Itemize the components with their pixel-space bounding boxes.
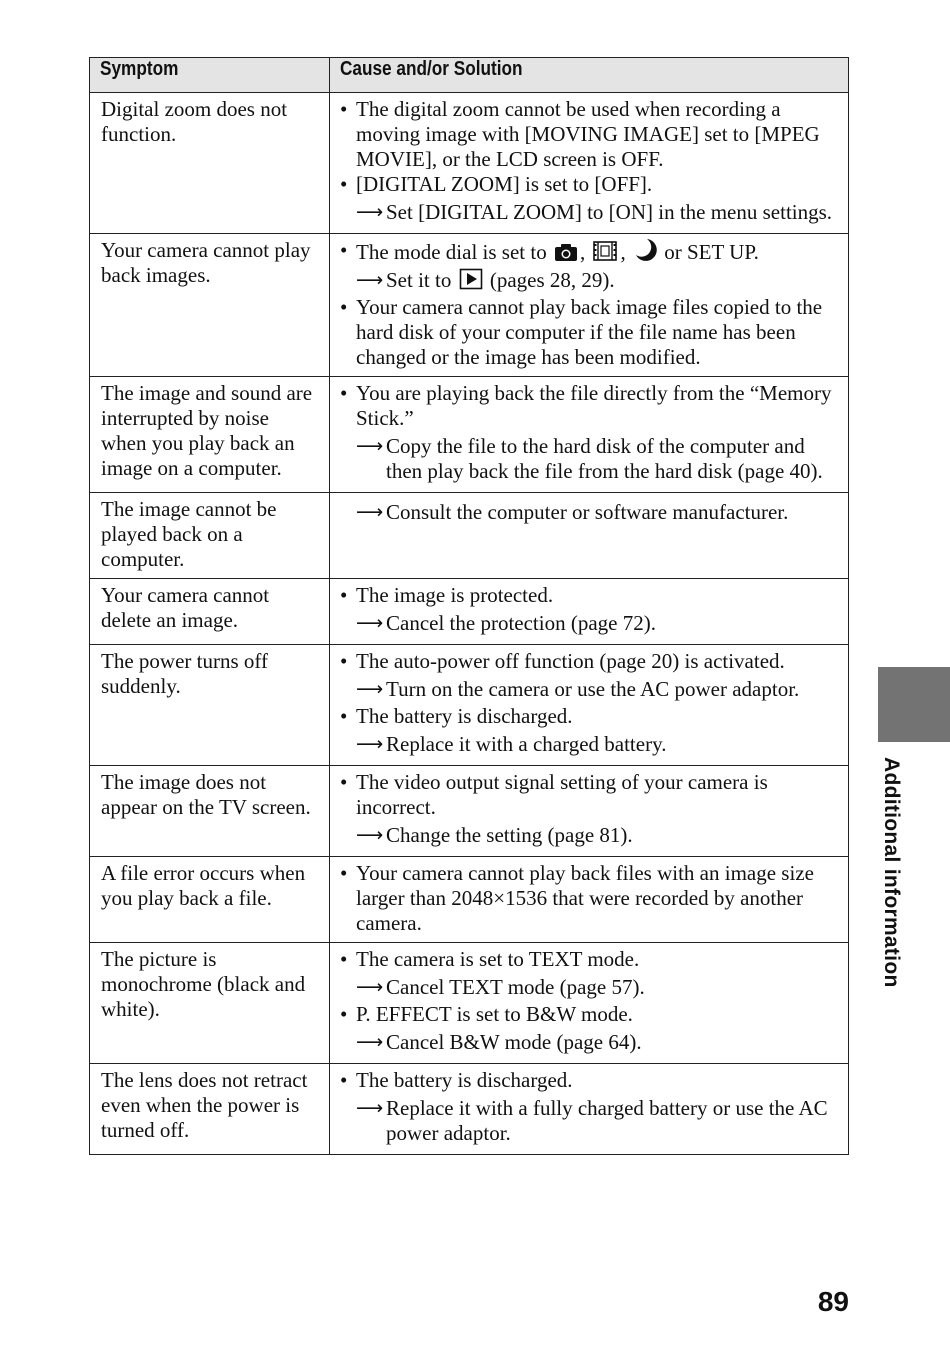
solution-line <box>340 434 836 484</box>
solution-line <box>340 677 836 702</box>
line-text: Turn on the camera or use the AC power adaptor. <box>386 677 800 701</box>
line-text: The digital zoom cannot be used when recording a moving image with [MOVING IMAGE] set to [MPEG MOVIE], or the LCD screen is OFF. <box>356 97 820 171</box>
bullet-icon: • <box>340 295 348 319</box>
solution-cell <box>330 579 849 645</box>
movie-icon <box>592 240 618 262</box>
line-text: The battery is discharged. <box>356 704 573 728</box>
bullet-icon: • <box>340 649 348 673</box>
arrow-icon: ⟶ <box>356 435 384 457</box>
line-text: Consult the computer or software manufacturer. <box>386 500 789 524</box>
line-text: Set it to <box>386 268 457 292</box>
solution-cell <box>330 1064 849 1155</box>
arrow-icon: ⟶ <box>356 201 384 223</box>
solution-cell <box>330 943 849 1064</box>
line-text: Cancel the protection (page 72). <box>386 611 656 635</box>
symptom-cell: The image does not appear on the TV screen. <box>90 766 330 857</box>
solution-line <box>340 1096 836 1146</box>
cause-line <box>340 1002 836 1027</box>
table-row <box>90 377 849 493</box>
line-text: You are playing back the file directly from the “Memory Stick.” <box>356 381 832 430</box>
line-text: Copy the file to the hard disk of the computer and then play back the file from the hard disk (page 40). <box>386 434 823 483</box>
line-text: Replace it with a charged battery. <box>386 732 667 756</box>
cause-line <box>340 770 836 820</box>
line-text: Change the setting (page 81). <box>386 823 633 847</box>
bullet-icon: • <box>340 704 348 728</box>
bullet-icon: • <box>340 1068 348 1092</box>
symptom-cell: Your camera cannot delete an image. <box>90 579 330 645</box>
cause-line <box>340 381 836 431</box>
bullet-icon: • <box>340 238 348 262</box>
line-text: The battery is discharged. <box>356 1068 573 1092</box>
arrow-icon: ⟶ <box>356 733 384 755</box>
line-text: The auto-power off function (page 20) is activated. <box>356 649 785 673</box>
table-row <box>90 579 849 645</box>
solution-line <box>340 823 836 848</box>
cause-line <box>340 649 836 674</box>
solution-line <box>340 975 836 1000</box>
solution-cell <box>330 857 849 943</box>
line-text: P. EFFECT is set to B&W mode. <box>356 1002 633 1026</box>
line-text: Your camera cannot play back image files copied to the hard disk of your computer if the file name has been changed or the image has been modified. <box>356 295 823 369</box>
symptom-cell: Digital zoom does not function. <box>90 93 330 234</box>
cause-line <box>340 583 836 608</box>
solution-line <box>340 611 836 636</box>
solution-line <box>340 1030 836 1055</box>
solution-line <box>340 200 836 225</box>
arrow-icon: ⟶ <box>356 824 384 846</box>
table-row <box>90 1064 849 1155</box>
line-text: The mode dial is set to <box>356 240 552 264</box>
symptom-cell: The picture is monochrome (black and white). <box>90 943 330 1064</box>
line-text: Your camera cannot play back files with an image size larger than 2048×1536 that were recorded by another camera. <box>356 861 814 935</box>
line-text: The video output signal setting of your camera is incorrect. <box>356 770 768 819</box>
symptom-cell: Your camera cannot play back images. <box>90 234 330 377</box>
solution-line <box>340 268 836 293</box>
cause-line <box>340 172 836 197</box>
solution-cell <box>330 377 849 493</box>
section-label: Additional information <box>880 757 903 988</box>
solution-cell <box>330 93 849 234</box>
line-text: [DIGITAL ZOOM] is set to [OFF]. <box>356 172 653 196</box>
line-text: Set [DIGITAL ZOOM] to [ON] in the menu settings. <box>386 200 833 224</box>
symptom-cell: The power turns off suddenly. <box>90 645 330 766</box>
symptom-cell: The lens does not retract even when the power is turned off. <box>90 1064 330 1155</box>
symptom-cell: The image cannot be played back on a computer. <box>90 493 330 579</box>
table-row <box>90 93 849 234</box>
page-number: 89 <box>817 1286 849 1317</box>
cause-line <box>340 947 836 972</box>
arrow-icon: ⟶ <box>356 976 384 998</box>
line-text: The image is protected. <box>356 583 554 607</box>
solution-line <box>340 500 836 525</box>
solution-cell <box>330 234 849 377</box>
bullet-icon: • <box>340 172 348 196</box>
table-header-row <box>90 58 849 93</box>
arrow-icon: ⟶ <box>356 1031 384 1053</box>
cause-line: • The mode dial is set to , , or SET UP. <box>340 238 759 264</box>
table-row <box>90 766 849 857</box>
cause-line <box>340 704 836 729</box>
arrow-icon: ⟶ <box>356 678 384 700</box>
line-text: (pages 28, 29). <box>484 268 615 292</box>
arrow-icon: ⟶ <box>356 501 384 523</box>
line-text: Replace it with a fully charged battery or use the AC power adaptor. <box>386 1096 828 1145</box>
bullet-icon: • <box>340 770 348 794</box>
solution-cell <box>330 493 849 579</box>
twilight-icon <box>633 238 657 262</box>
table-row <box>90 234 849 377</box>
header-symptom: Symptom <box>90 58 330 93</box>
playback-icon <box>459 268 483 290</box>
bullet-icon: • <box>340 1002 348 1026</box>
solution-line <box>340 732 836 757</box>
bullet-icon: • <box>340 947 348 971</box>
line-text: Cancel B&W mode (page 64). <box>386 1030 642 1054</box>
line-text: Cancel TEXT mode (page 57). <box>386 975 645 999</box>
camera-icon <box>554 242 578 262</box>
symptom-cell: The image and sound are interrupted by noise when you play back an image on a computer. <box>90 377 330 493</box>
arrow-icon: ⟶ <box>356 269 384 291</box>
arrow-icon: ⟶ <box>356 1097 384 1119</box>
line-text: The camera is set to TEXT mode. <box>356 947 640 971</box>
symptom-cell: A file error occurs when you play back a file. <box>90 857 330 943</box>
bullet-icon: • <box>340 861 348 885</box>
cause-line <box>340 1068 836 1093</box>
solution-cell <box>330 645 849 766</box>
cause-line <box>340 861 836 936</box>
line-text: or SET UP. <box>658 240 759 264</box>
cause-line <box>340 295 836 370</box>
bullet-icon: • <box>340 381 348 405</box>
header-cause-solution: Cause and/or Solution <box>330 58 849 93</box>
table-row <box>90 493 849 579</box>
table-row <box>90 645 849 766</box>
bullet-icon: • <box>340 583 348 607</box>
cause-line <box>340 97 836 172</box>
table-row <box>90 943 849 1064</box>
section-tab <box>878 667 950 742</box>
arrow-icon: ⟶ <box>356 612 384 634</box>
bullet-icon: • <box>340 97 348 121</box>
solution-cell <box>330 766 849 857</box>
troubleshooting-table <box>89 57 849 1155</box>
table-row <box>90 857 849 943</box>
